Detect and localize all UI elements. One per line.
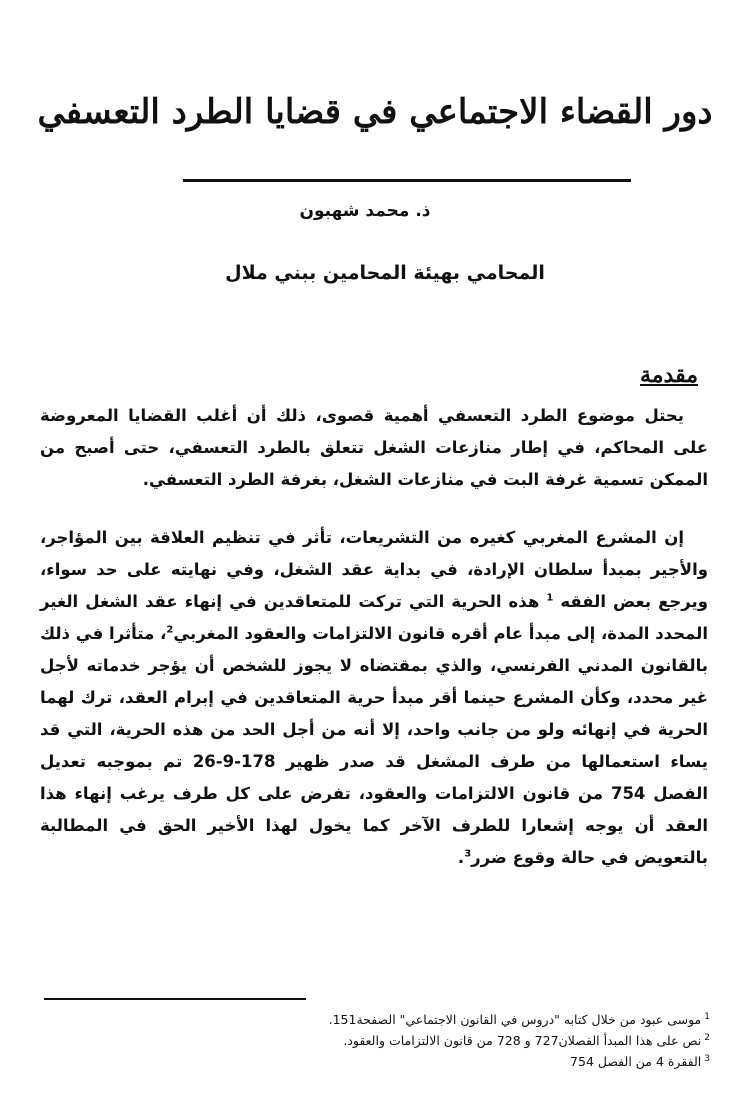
paragraph-2-part-2: هذه الحرية التي تركت للمتعاقدين في إنهاء عقد الشغل الغير المحدد المدة، إلى مبدأ عام أقره قانون الالتزامات والعقود المغربي [40, 592, 708, 643]
paragraph-2 [40, 522, 708, 874]
section-heading-introduction: مقدمة [639, 362, 698, 388]
footnote-number: 2 [704, 1033, 710, 1044]
footnote-text: نص على هذا المبدأ الفصلان727 و 728 من قانون الالتزامات والعقود. [343, 1033, 702, 1049]
footnote-number: 3 [704, 1054, 710, 1065]
footnote-item [40, 1008, 710, 1029]
footnote-item [40, 1029, 710, 1050]
title-divider [183, 179, 631, 182]
author-name: ذ. محمد شهبون [299, 201, 431, 221]
footnote-ref-2[interactable]: 2 [166, 624, 174, 636]
footnotes-list [40, 1008, 710, 1071]
author-affiliation: المحامي بهيئة المحامين ببني ملال [225, 262, 545, 284]
footnote-text: موسى عبود من خلال كتابه "دروس في القانون الاجتماعي" الصفحة151. [328, 1012, 702, 1028]
paragraph-2-part-3: ، متأثرا في ذلك بالقانون المدني الفرنسي، والذي بمقتضاه لا يجوز للشخص أن يؤجر خدماته لأجل غير محدد، وكأن المشرع حينما أقر مبدأ حرية المتعاقدين في إبرام العقد، ترك لهما الحرية في إنهائه ولو من جانب واحد، إلا أنه من أجل الحد من هذه الحرية، التي قد يساء استعمالها من طرف المشغل قد صدر ظهير 178-9-26 تم بموجبه تعديل الفصل 754 من قانون الالتزامات والعقود، تفرض على كل طرف يرغب إنهاء هذا العقد أن يوجه إشعارا للطرف الآخر كما يخول لهذا الأخير الحق في المطالبة بالتعويض في حالة وقوع ضرر [40, 624, 708, 867]
footnote-ref-1[interactable]: 1 [546, 592, 554, 604]
footnote-ref-3[interactable]: 3 [464, 848, 472, 860]
footnote-item [40, 1050, 710, 1071]
article-title: دور القضاء الاجتماعي في قضايا الطرد التعسفي [37, 92, 713, 132]
paragraph-1: يحتل موضوع الطرد التعسفي أهمية قصوى، ذلك أن أغلب القضايا المعروضة على المحاكم، في إطار منازعات الشغل تتعلق بالطرد التعسفي، حتى أصبح من الممكن تسمية غرفة البت في منازعات الشغل، بغرفة الطرد التعسفي. [40, 406, 708, 489]
footnote-text: الفقرة 4 من الفصل 754 [570, 1054, 702, 1070]
paragraph-2-part-1: إن المشرع المغربي كغيره من التشريعات، تأثر في تنظيم العلاقة بين المؤاجر، والأجير بمبدأ سلطان الإرادة، في بداية عقد الشغل، وفي نهايته على حد سواء، ويرجع بعض الفقه [40, 528, 708, 611]
footnote-separator [44, 998, 306, 1000]
paragraph-2-part-4: . [457, 848, 465, 867]
footnote-number: 1 [704, 1012, 710, 1022]
